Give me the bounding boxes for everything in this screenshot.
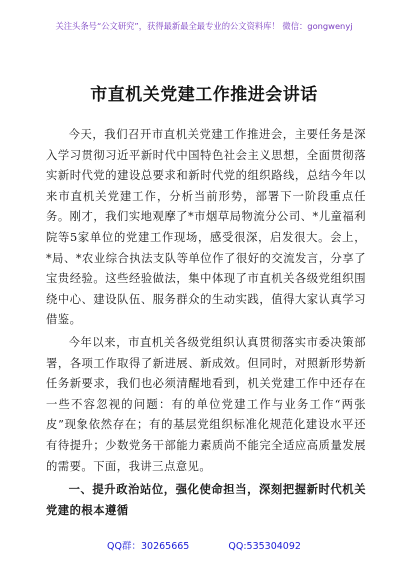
footer-qq-group: QQ群：30265665 [107, 541, 190, 552]
page-title: 市直机关党建工作推进会讲话 [90, 85, 318, 105]
section-heading-1: 一、提升政治站位，强化使命担当，深刻把握新时代机关党建的根本遵循 [46, 482, 366, 517]
footer [0, 538, 408, 552]
paragraph-2: 今年以来，市直机关各级党组织认真贯彻落实市委决策部署，各项工作取得了新进展、新成效。但同时，对照新形势新任务新要求，我们也必须清醒地看到，机关党建工作中还存在一些不容忽视的问题：有的单位党建工作与业务工作“两张皮”现象依然存在；有的基层党组织标准化规范化建设水平还有待提升；少数党务干部能力素质尚不能完全适应高质量发展的需要。下面，我讲三点意见。 [46, 335, 366, 473]
document-body [46, 125, 366, 520]
top-banner: 关注头条号“公文研究”，获得最新最全最专业的公文资料库！ 微信：gongwenyj [55, 21, 353, 31]
footer-qq-contact: QQ:535304092 [228, 541, 301, 552]
paragraph-1: 今天，我们召开市直机关党建工作推进会，主要任务是深入学习贯彻习近平新时代中国特色社会主义思想，全面贯彻落实新时代党的建设总要求和新时代党的组织路线，总结今年以来市直机关党建工作，分析当前形势，部署下一阶段重点任务。刚才，我们实地观摩了*市烟草局物流分公司、*儿童福利院等5家单位的党建工作现场，感受很深，启发很大。会上，*局、*农业综合执法支队等单位作了很好的交流发言，分享了宝贵经验。这些经验做法，集中体现了市直机关各级党组织围绕中心、建设队伍、服务群众的生动实践，值得大家认真学习借鉴。 [46, 128, 366, 327]
